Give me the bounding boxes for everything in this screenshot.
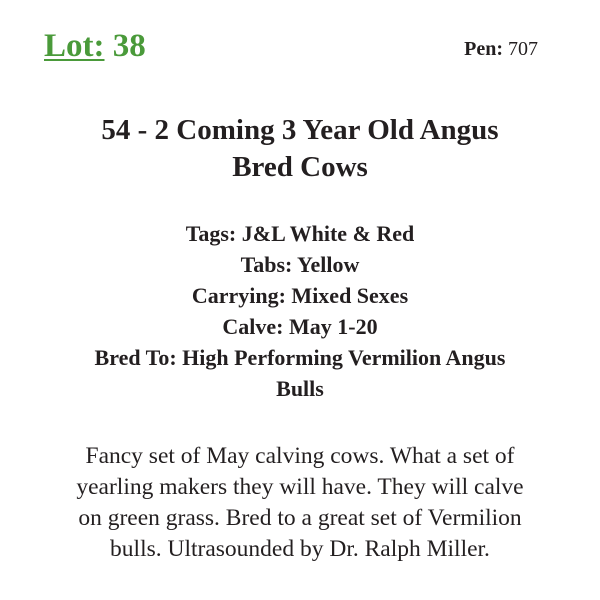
lot-label: Lot: [44, 28, 105, 64]
pen-value: 707 [508, 38, 538, 60]
description-line-1: Fancy set of May calving cows. What a set of [85, 443, 515, 469]
lot-details [20, 218, 580, 404]
title-line-1: 54 - 2 Coming 3 Year Old Angus [101, 114, 499, 146]
description-line-3: on green grass. Bred to a great set of Vermilion [78, 505, 522, 531]
title-line-2: Bred Cows [232, 151, 368, 183]
pen-info [464, 36, 538, 62]
description-line-4: bulls. Ultrasounded by Dr. Ralph Miller. [110, 536, 490, 562]
detail-tags: Tags: J&L White & Red [185, 221, 415, 246]
detail-bred-to-line-2: Bulls [276, 376, 324, 401]
lot-description [30, 441, 570, 565]
lot-heading [44, 26, 146, 66]
detail-bred-to-line-1: Bred To: High Performing Vermilion Angus [94, 345, 506, 370]
detail-carrying: Carrying: Mixed Sexes [191, 283, 409, 308]
detail-calve: Calve: May 1-20 [222, 314, 378, 339]
lot-title [30, 112, 570, 186]
description-line-2: yearling makers they will have. They will calve [76, 474, 524, 500]
detail-tabs: Tabs: Yellow [240, 252, 360, 277]
lot-number: 38 [112, 28, 146, 64]
pen-label: Pen: [464, 38, 503, 60]
